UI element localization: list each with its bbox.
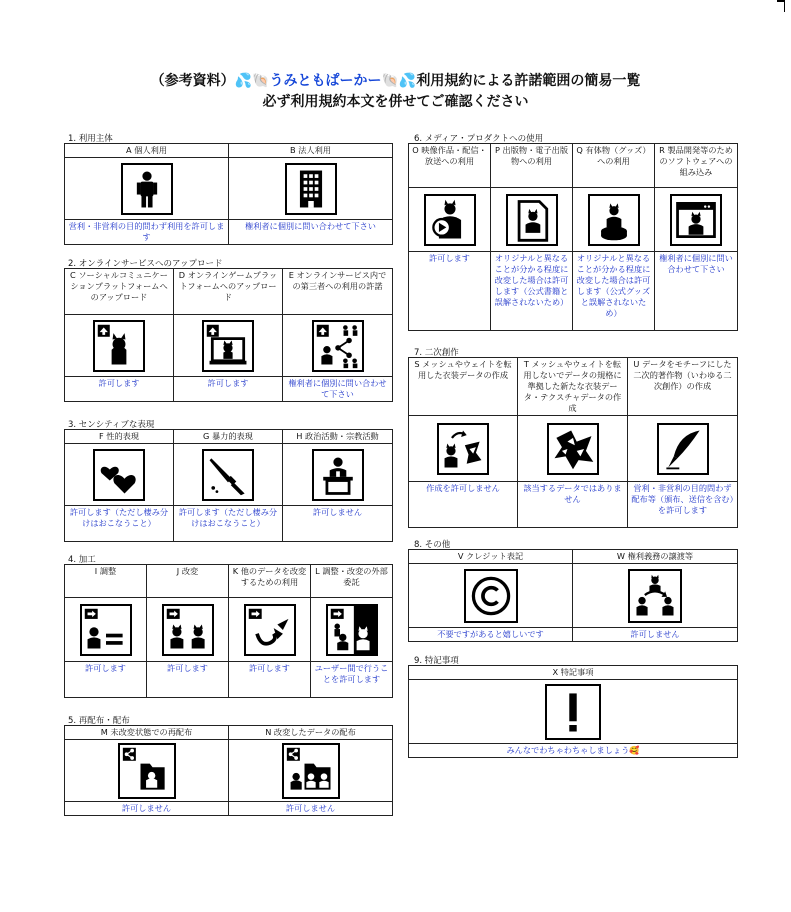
cell-result: 営利・非営利の目的問わず配布等（頒布、送信を含む）を許可します xyxy=(628,482,738,528)
podium-icon xyxy=(312,449,364,501)
section-table-other xyxy=(408,549,738,642)
cell-header: L 調整・改変の外部委託 xyxy=(311,565,393,598)
section-table-redistribution xyxy=(64,725,393,816)
cell-header: O 映像作品・配信・放送への利用 xyxy=(409,144,491,188)
cell-result: 許可します xyxy=(65,377,174,402)
person-icon xyxy=(121,163,173,215)
cell-header: D オンラインゲームプラットフォームへのアップロード xyxy=(174,269,283,315)
page-title: （参考資料）💦🐚うみともぱーかー🐚💦利用規約による許諾範囲の簡易一覧 xyxy=(150,73,641,89)
cell-header: U データをモチーフにした二次的著作物（いわゆる二次創作）の作成 xyxy=(628,358,738,416)
cell-result: 許可します xyxy=(147,662,229,698)
section-label: 7. 二次創作 xyxy=(414,348,459,358)
hearts-icon xyxy=(93,449,145,501)
cell-result: 許可しません xyxy=(229,802,393,816)
cell-header: P 出版物・電子出版物への利用 xyxy=(491,144,573,188)
brand-name: うみともぱーかー xyxy=(269,73,382,89)
cell-result: ユーザー間で行うことを許可します xyxy=(311,662,393,698)
video-icon xyxy=(424,194,476,246)
page-notice: 必ず利用規約本文を併せてご確認ください xyxy=(262,94,529,110)
cell-header: W 権利義務の譲渡等 xyxy=(573,550,738,564)
cell-result: 許可しません xyxy=(283,506,393,542)
cell-result: 許可しません xyxy=(65,802,229,816)
redistribute-icon xyxy=(118,743,176,799)
cell-header: R 製品開発等のためのソフトウェアへの組み込み xyxy=(655,144,738,188)
cell-result: 作成を許可しません xyxy=(409,482,518,528)
cell-header: M 未改変状態での再配布 xyxy=(65,726,229,740)
cell-header: Q 有体物（グッズ）への利用 xyxy=(573,144,655,188)
cell-header: T メッシュやウェイトを転用しないでデータの規格に準拠した新たな衣装データ・テクスチャデータの作成 xyxy=(518,358,628,416)
section-table-media-product xyxy=(408,143,738,331)
cell-header: B 法人利用 xyxy=(229,144,393,158)
distribute-modified-icon xyxy=(282,743,340,799)
cell-result: オリジナルと異なることが分かる程度に改変した場合は許可します（公式書籍と誤解されないため） xyxy=(491,252,573,331)
goods-icon xyxy=(588,194,640,246)
adjust-icon xyxy=(80,604,132,656)
section-label: 2. オンラインサービスへのアップロード xyxy=(68,259,223,269)
cell-result: 営利・非営利の目的問わず利用を許可します xyxy=(65,220,229,245)
section-label: 1. 利用主体 xyxy=(68,134,113,144)
texture-icon xyxy=(547,423,599,475)
cell-header: N 改変したデータの配布 xyxy=(229,726,393,740)
cell-result: 許可しません xyxy=(573,628,738,642)
cell-result: オリジナルと異なることが分かる程度に改変した場合は許可します（公式グッズと誤解されないため） xyxy=(573,252,655,331)
cell-header: V クレジット表記 xyxy=(409,550,573,564)
cell-result: 許可します xyxy=(229,662,311,698)
section-label: 9. 特記事項 xyxy=(414,656,459,666)
corner-mark-icon xyxy=(769,0,787,18)
cell-result: 不要ですがあると嬉しいです xyxy=(409,628,573,642)
software-icon xyxy=(670,194,722,246)
cell-result: 許可します（ただし棲み分けはおこなうこと） xyxy=(174,506,283,542)
section-table-special-notes xyxy=(408,665,738,758)
section-label: 8. その他 xyxy=(414,540,451,550)
cell-header: J 改変 xyxy=(147,565,229,598)
transfer-icon xyxy=(628,569,682,623)
section-label: 6. メディア・プロダクトへの使用 xyxy=(414,134,544,144)
section-label: 5. 再配布・配布 xyxy=(68,716,130,726)
section-table-sensitive xyxy=(64,429,393,542)
cell-header: S メッシュやウェイトを転用した衣装データの作成 xyxy=(409,358,518,416)
cell-header: I 調整 xyxy=(65,565,147,598)
section-table-derivative xyxy=(408,357,738,528)
cell-header: X 特記事項 xyxy=(409,666,738,680)
cell-header: K 他のデータを改変するための利用 xyxy=(229,565,311,598)
cell-result: 権利者に個別に問い合わせて下さい xyxy=(283,377,393,402)
cell-result: 許可します xyxy=(409,252,491,331)
quill-pen-icon xyxy=(657,423,709,475)
copyright-icon xyxy=(464,569,518,623)
cell-header: F 性的表現 xyxy=(65,430,174,444)
share-users-icon xyxy=(312,320,364,372)
publication-icon xyxy=(506,194,558,246)
office-building-icon xyxy=(285,163,337,215)
cell-result: 権利者に個別に問い合わせて下さい xyxy=(655,252,738,331)
modify-icon xyxy=(162,604,214,656)
outsource-icon xyxy=(326,604,378,656)
cell-header: H 政治活動・宗教活動 xyxy=(283,430,393,444)
cell-result: 許可します xyxy=(174,377,283,402)
section-label: 4. 加工 xyxy=(68,555,96,565)
cell-header: C ソーシャルコミュニケーションプラットフォームへのアップロード xyxy=(65,269,174,315)
section-table-processing xyxy=(64,564,393,698)
parts-icon xyxy=(244,604,296,656)
section-table-usage-entity xyxy=(64,143,393,245)
cell-result: 許可します xyxy=(65,662,147,698)
cell-header: A 個人利用 xyxy=(65,144,229,158)
knife-icon xyxy=(202,449,254,501)
cell-result: 許可します（ただし棲み分けはおこなうこと） xyxy=(65,506,174,542)
cell-result: 該当するデータではありません xyxy=(518,482,628,528)
section-label: 3. センシティブな表現 xyxy=(68,420,155,430)
social-upload-icon xyxy=(93,320,145,372)
costume-icon xyxy=(437,423,489,475)
cell-result: 権利者に個別に問い合わせて下さい xyxy=(229,220,393,245)
exclamation-icon xyxy=(545,684,601,740)
section-table-online-upload xyxy=(64,268,393,402)
cell-header: G 暴力的表現 xyxy=(174,430,283,444)
game-upload-icon xyxy=(202,320,254,372)
cell-result: みんなでわちゃわちゃしましょう🥰 xyxy=(409,744,738,758)
cell-header: E オンラインサービス内での第三者への利用の許諾 xyxy=(283,269,393,315)
